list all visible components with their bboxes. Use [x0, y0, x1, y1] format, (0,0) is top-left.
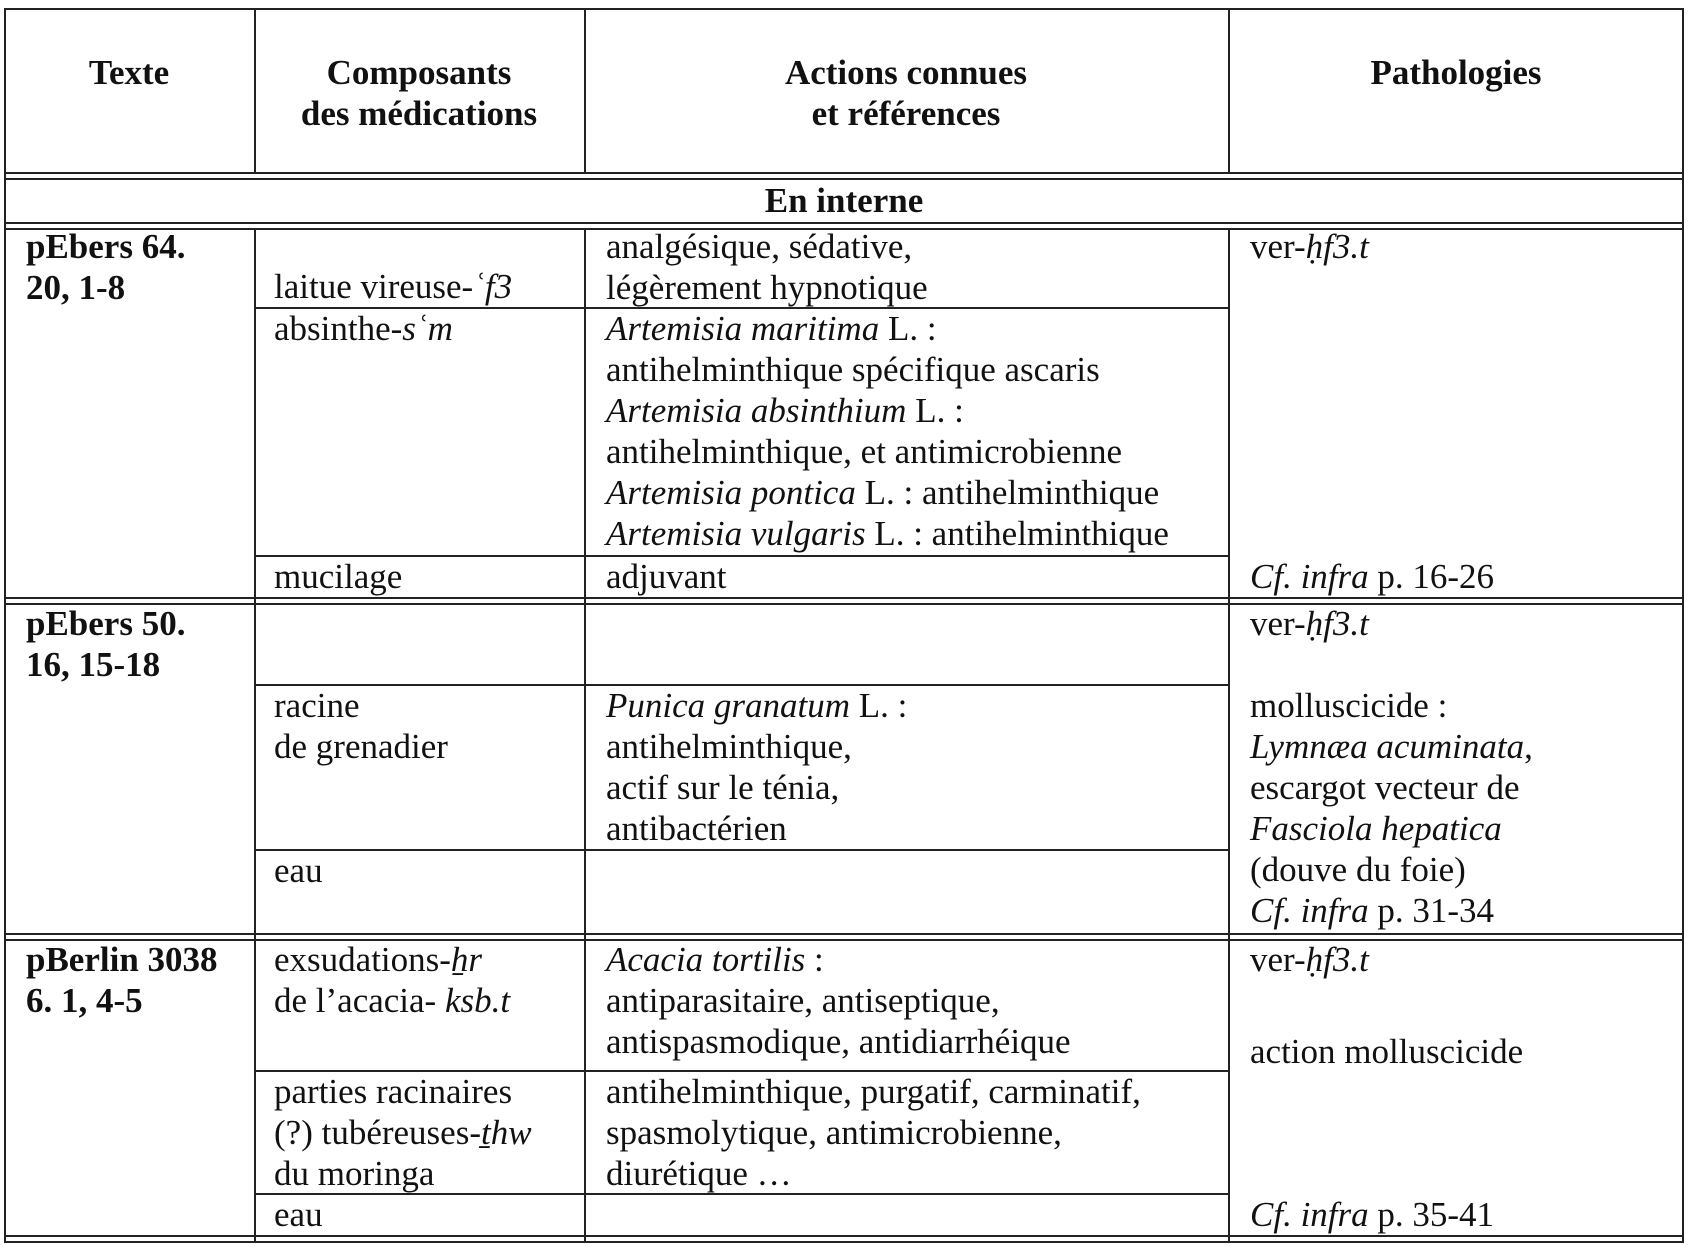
- text-ref-pebers-64: pEbers 64. 20, 1-8: [26, 227, 186, 307]
- component-moringa: parties racinaires (?) tubéreuses-ṯhw du moringa: [274, 1072, 532, 1193]
- group-divider: [4, 597, 1684, 599]
- action-laitue: analgésique, sédative, légèrement hypnotique: [606, 227, 928, 307]
- table-border-top: [4, 8, 1684, 10]
- pathology-ver: ver-ḥf3.t: [1250, 604, 1369, 643]
- pathology-reference: Cf. infra p. 35-41: [1250, 1195, 1495, 1234]
- pathology-ver: ver-ḥf3.t: [1250, 227, 1369, 266]
- section-divider: [4, 222, 1684, 224]
- text-ref-pberlin-3038: pBerlin 3038 6. 1, 4-5: [26, 940, 218, 1020]
- table-border-bottom: [4, 1235, 1684, 1237]
- action-grenadier: Punica granatum L. : antihelminthique, actif sur le ténia, antibactérien: [606, 686, 908, 848]
- component-racine-grenadier: racine de grenadier: [274, 686, 448, 766]
- group-divider: [4, 933, 1684, 935]
- action-mucilage: adjuvant: [606, 557, 727, 596]
- pathology-action-molluscicide: action molluscicide: [1250, 1032, 1524, 1071]
- action-absinthe: Artemisia maritima L. : antihelminthique spécifique ascaris Artemisia absinthium L. : antihelminthique, et antimicrobienne Artemisia pontica L. : antihelminthique Artemisia vulgaris L. : antihelminthique: [606, 309, 1169, 553]
- header-composants: Composants des médications: [300, 53, 538, 133]
- row-divider: [254, 849, 1228, 851]
- text-ref-pebers-50: pEbers 50. 16, 15-18: [26, 604, 186, 684]
- header-divider: [4, 172, 1684, 174]
- column-divider: [1228, 228, 1230, 1243]
- component-laitue-vireuse: laitue vireuse-ʿf3: [274, 267, 513, 306]
- column-divider: [254, 228, 256, 1243]
- component-eau: eau: [274, 851, 323, 890]
- component-eau: eau: [274, 1195, 323, 1234]
- pathology-molluscicide: molluscicide : Lymnæa acuminata, escargot vecteur de Fasciola hepatica (douve du foie) Cf. infra p. 31-34: [1250, 686, 1533, 930]
- header-actions: Actions connues et références: [784, 53, 1028, 133]
- header-texte: Texte: [88, 53, 170, 92]
- document-table: [4, 8, 1684, 1244]
- header-pathologies: Pathologies: [1370, 53, 1542, 92]
- pathology-ver: ver-ḥf3.t: [1250, 940, 1369, 979]
- pathology-reference: Cf. infra p. 16-26: [1250, 557, 1495, 596]
- component-absinthe: absinthe-sʿm: [274, 309, 453, 348]
- component-mucilage: mucilage: [274, 557, 403, 596]
- action-moringa: antihelminthique, purgatif, carminatif, spasmolytique, antimicrobienne, diurétique …: [606, 1072, 1141, 1193]
- action-acacia: Acacia tortilis : antiparasitaire, antiseptique, antispasmodique, antidiarrhéique: [606, 940, 1071, 1061]
- column-divider: [584, 228, 586, 1243]
- table-border-bottom: [4, 1241, 1684, 1243]
- section-title: En interne: [764, 181, 924, 220]
- group-divider: [4, 603, 1684, 605]
- component-exsudations-acacia: exsudations-ẖr de l’acacia- ksb.t: [274, 940, 511, 1020]
